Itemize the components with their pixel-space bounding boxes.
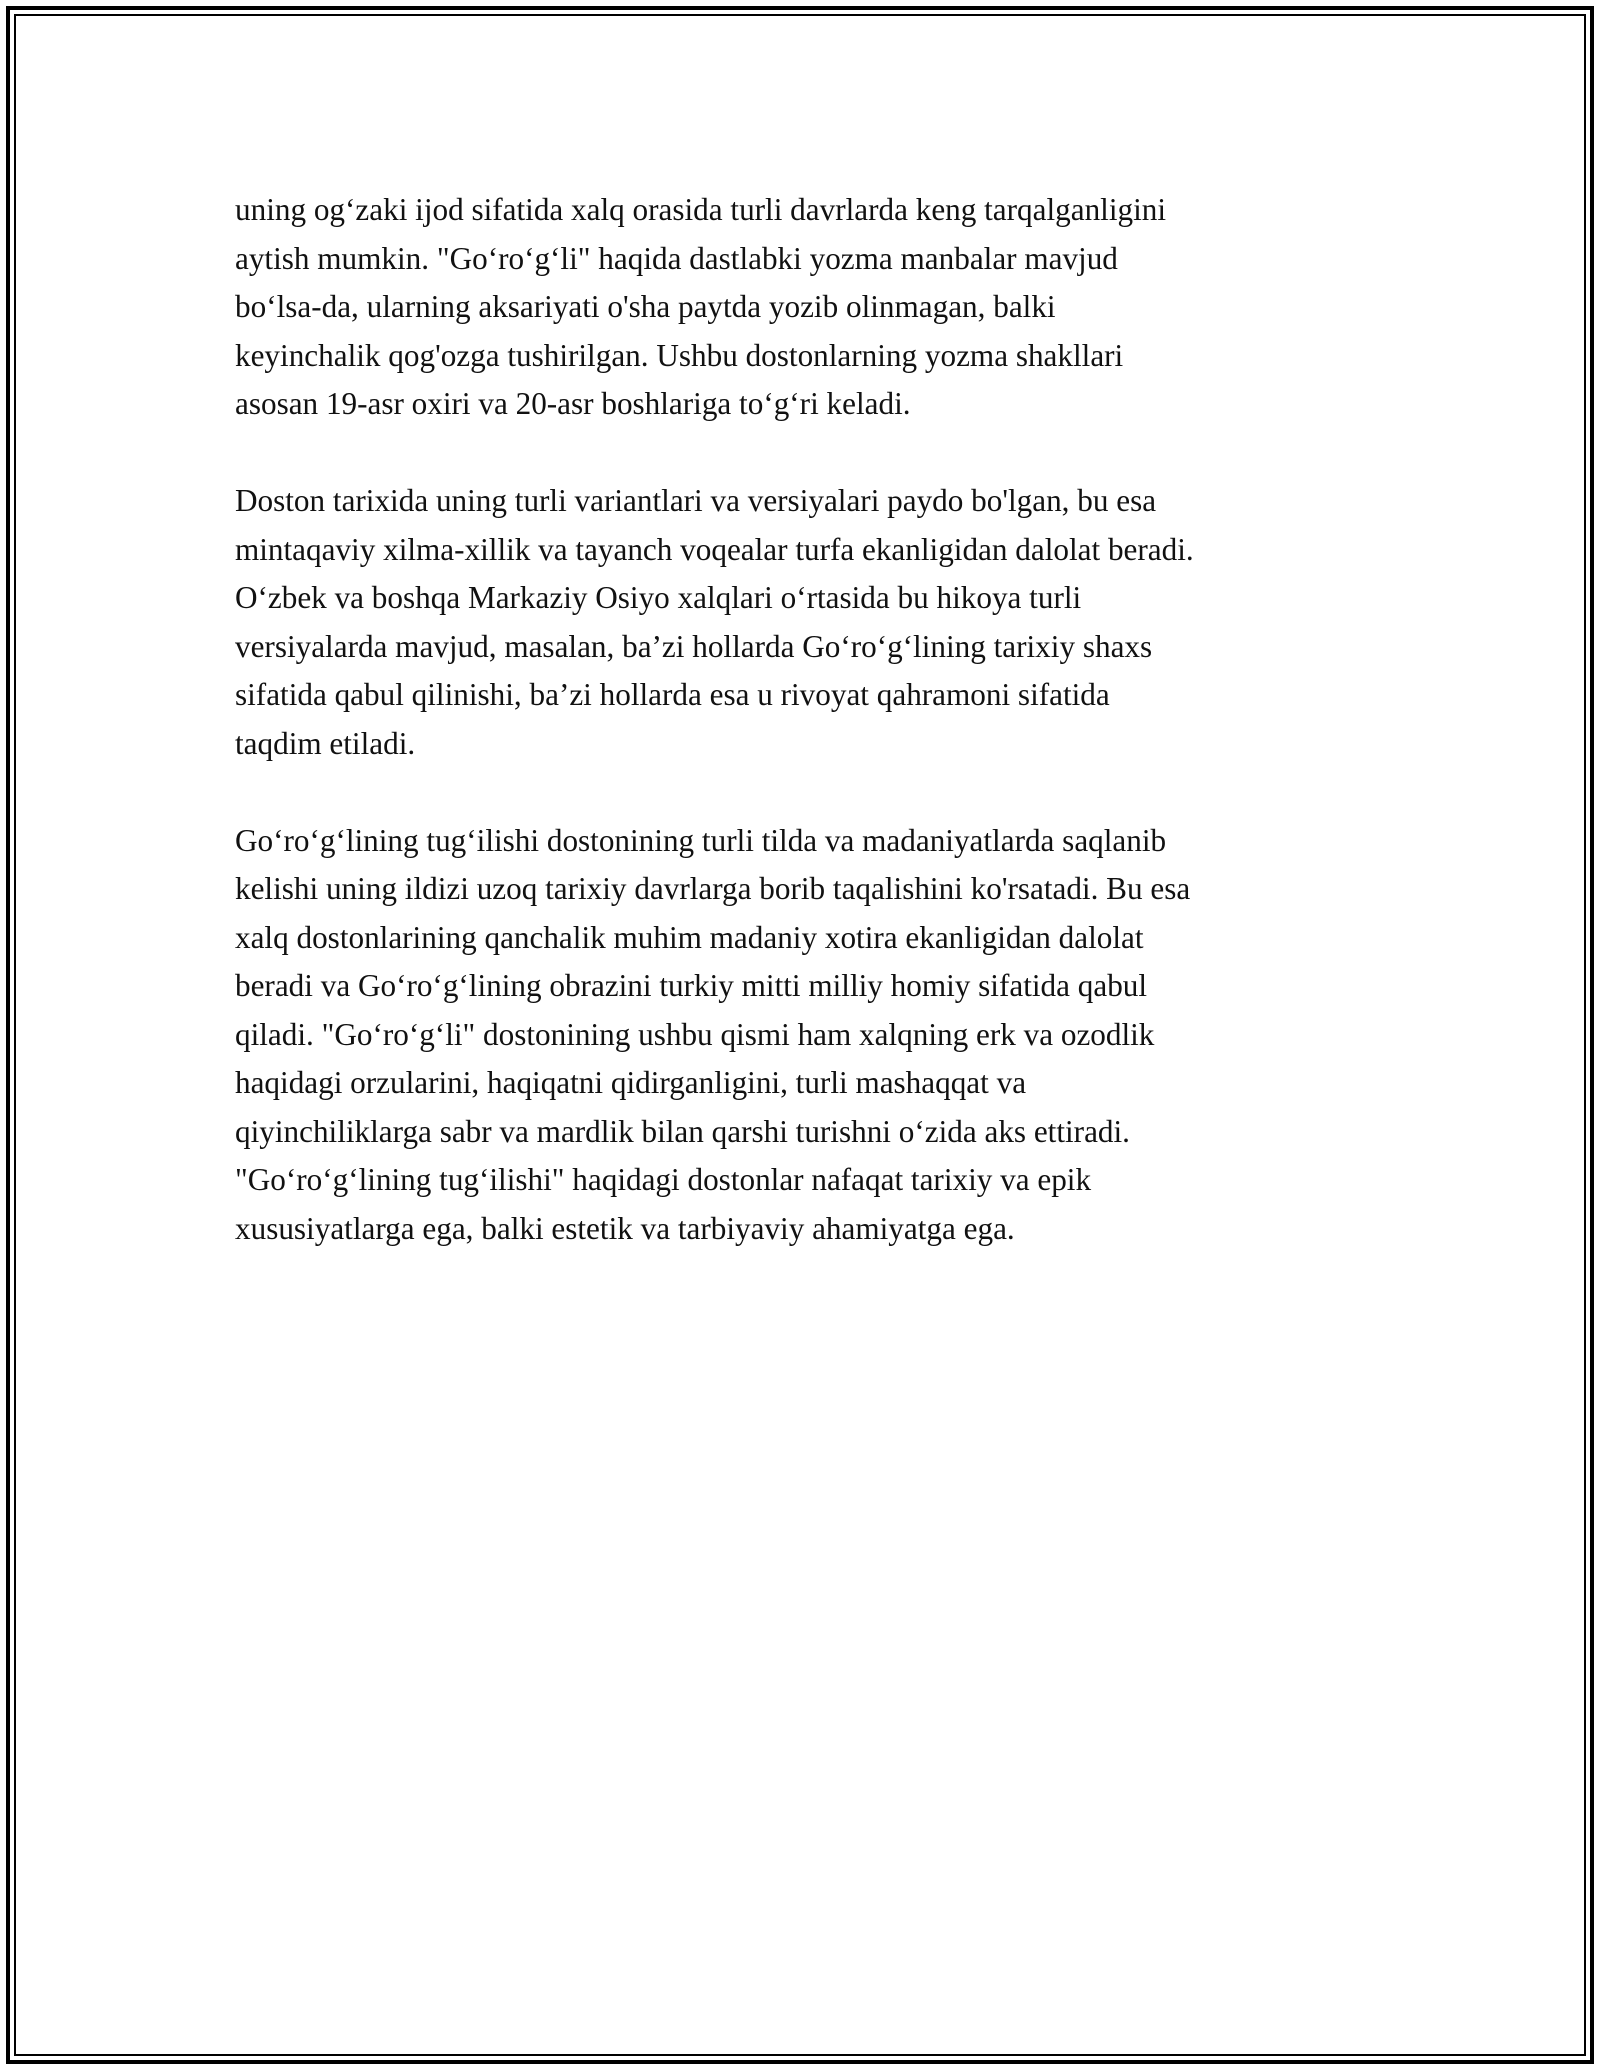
paragraph-2: Doston tarixida uning turli variantlari va versiyalari paydo bo'lgan, bu esa mintaqaviy xilma-xillik va tayanch voqealar turfa ekanligidan dalolat beradi. O‘zbek va boshqa Markaziy Osiyo xalqlari o‘rtasida bu hikoya turli versiyalarda mavjud, masalan, ba’zi hollarda Go‘ro‘g‘lining tarixiy shaxs sifatida qabul qilinishi, ba’zi hollarda esa u rivoyat qahramoni sifatida taqdim etiladi. (235, 483, 1194, 761)
paragraph-3: Go‘ro‘g‘lining tug‘ilishi dostonining turli tilda va madaniyatlarda saqlanib kelishi uning ildizi uzoq tarixiy davrlarga borib taqalishini ko'rsatadi. Bu esa xalq dostonlarining qanchalik muhim madaniy xotira ekanligidan dalolat beradi va Go‘ro‘g‘lining obrazini turkiy mitti milliy homiy sifatida qabul qiladi. "Go‘ro‘g‘li" dostonining ushbu qismi ham xalqning erk va ozodlik haqidagi orzularini, haqiqatni qidirganligini, turli mashaqqat va qiyinchiliklarga sabr va mardlik bilan qarshi turishni o‘zida aks ettiradi. "Go‘ro‘g‘lining tug‘ilishi" haqidagi dostonlar nafaqat tarixiy va epik xususiyatlarga ega, balki estetik va tarbiyaviy ahamiyatga ega. (235, 822, 1191, 1246)
paragraph-1: uning og‘zaki ijod sifatida xalq orasida turli davrlarda keng tarqalganligini aytish mumkin. "Go‘ro‘g‘li" haqida dastlabki yozma manbalar mavjud bo‘lsa-da, ularning aksariyati o'sha paytda yozib olinmagan, balki keyinchalik qog'ozga tushirilgan. Ushbu dostonlarning yozma shakllari asosan 19-asr oxiri va 20-asr boshlariga to‘g‘ri keladi. (235, 192, 1167, 421)
document-body (235, 186, 1375, 1302)
